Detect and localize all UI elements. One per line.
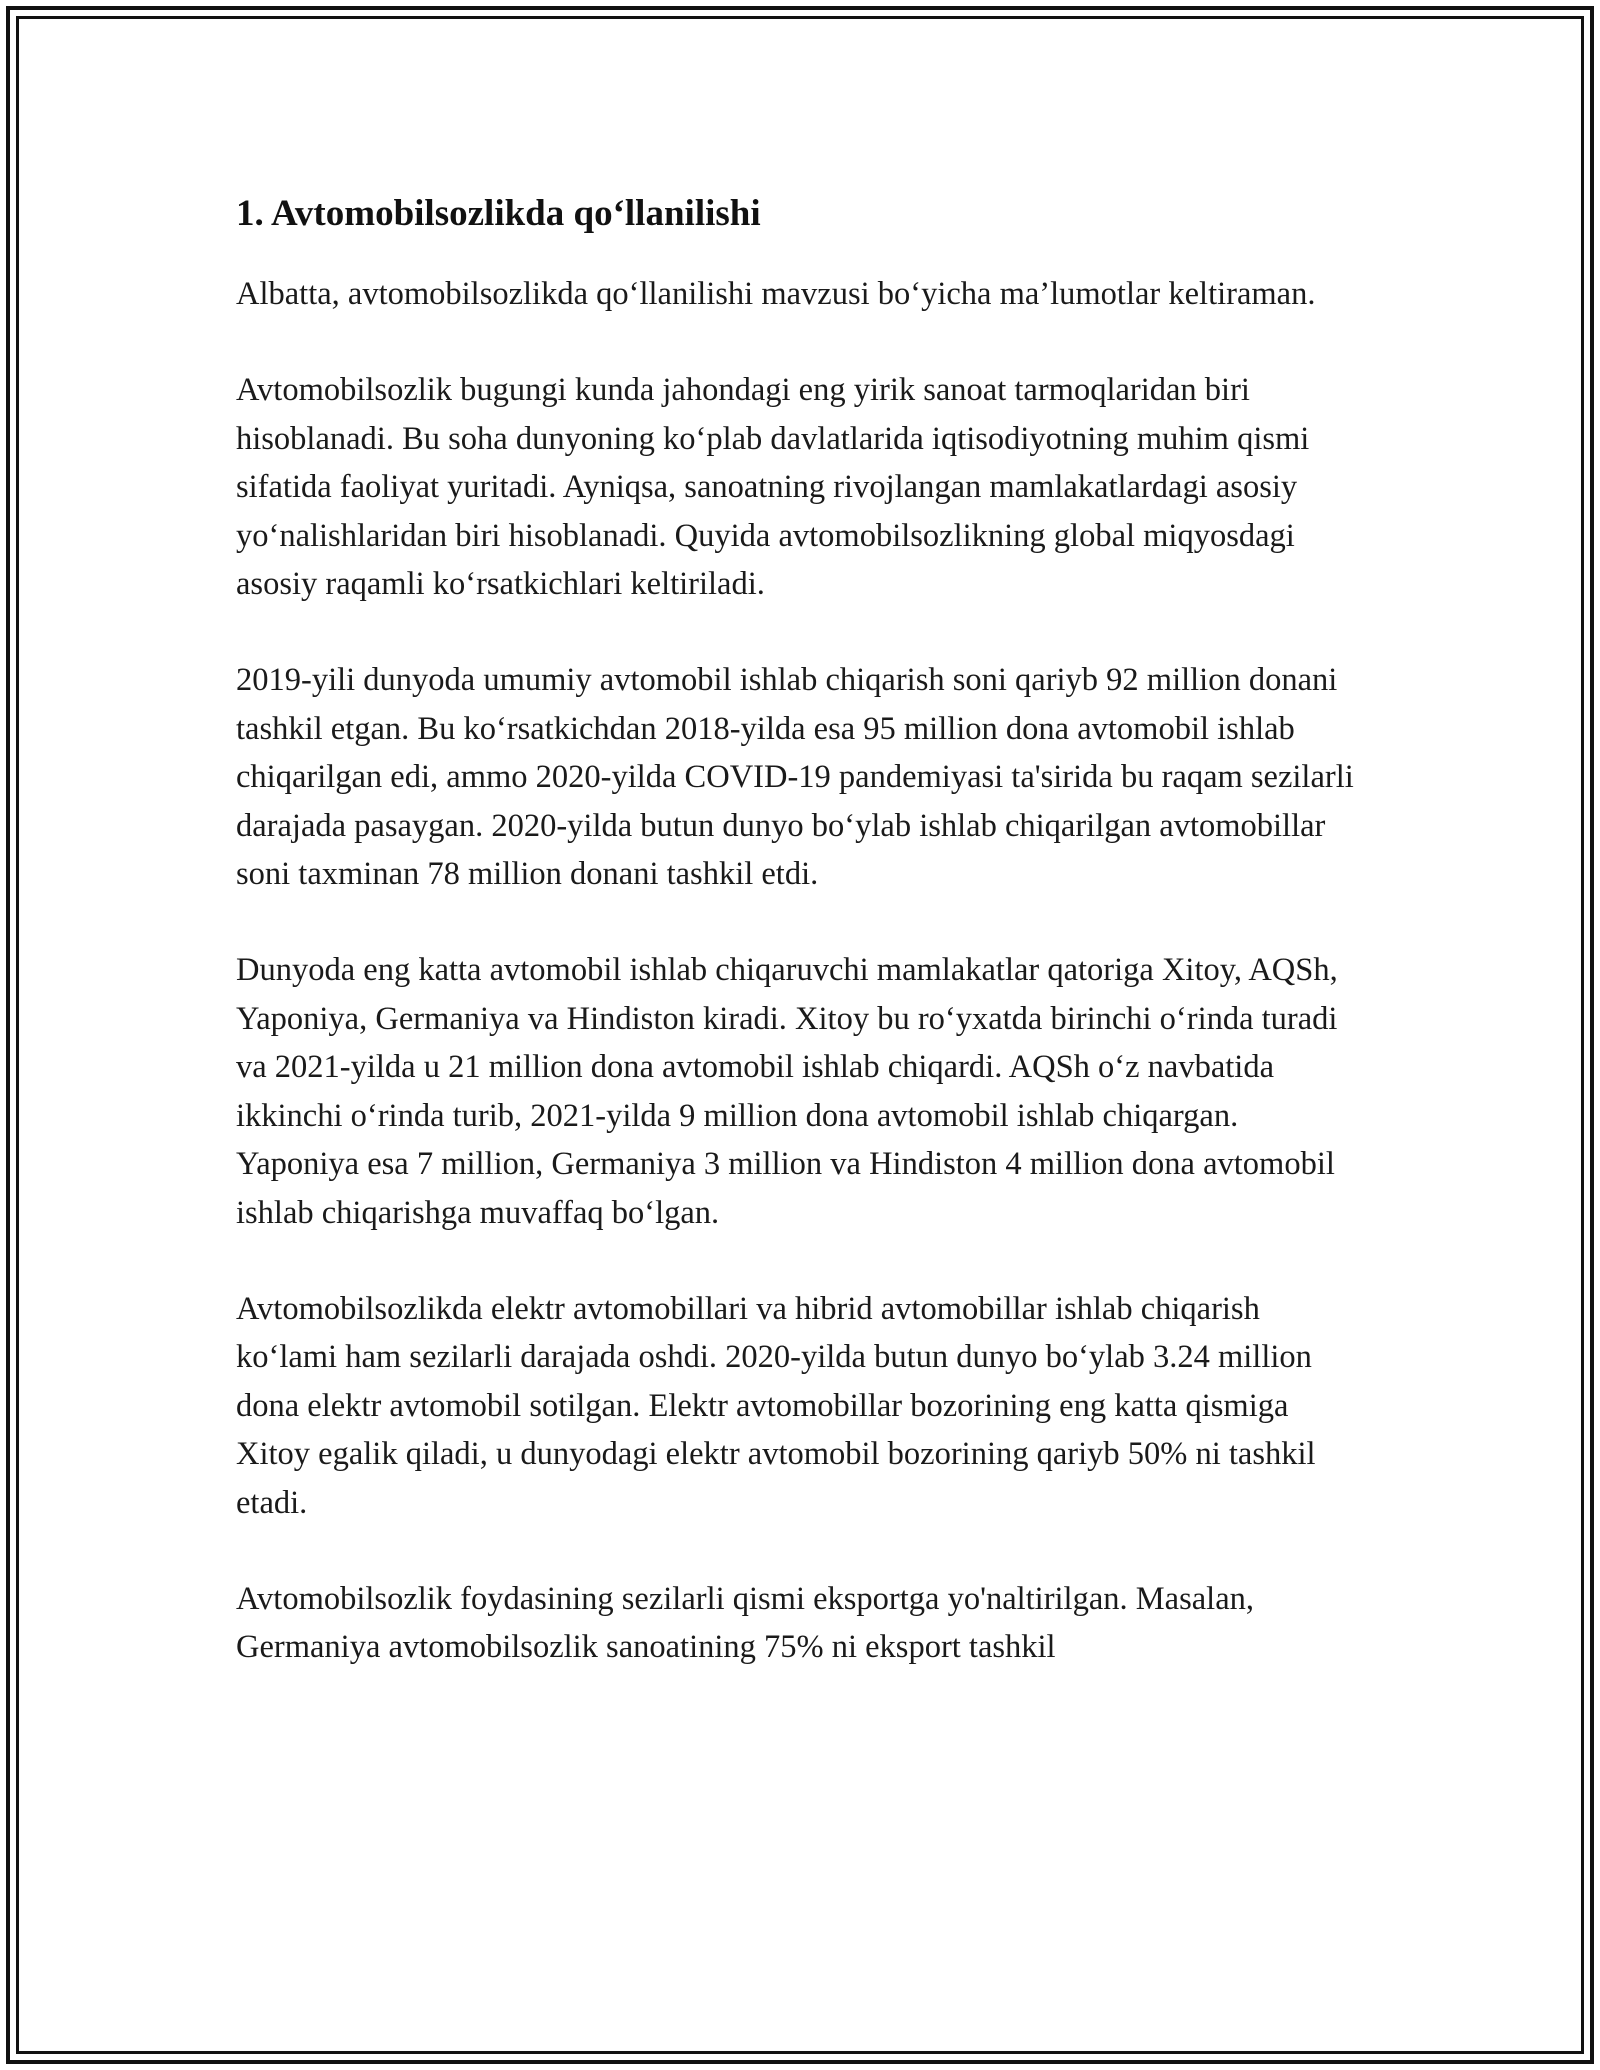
paragraph-exports: Avtomobilsozlik foydasining sezilarli qismi eksportga yo'naltirilgan. Masalan, Germaniya avtomobilsozlik sanoatining 75% ni eksport tashkil bbox=[236, 1580, 1254, 1666]
document-body bbox=[236, 186, 1366, 1720]
paragraph-electric-vehicles: Avtomobilsozlikda elektr avtomobillari va hibrid avtomobillar ishlab chiqarish ko‘lami ham sezilarli darajada oshdi. 2020-yilda butun dunyo bo‘ylab 3.24 million dona elektr avtomobil sotilgan. Elektr avtomobillar bozorining eng katta qismiga Xitoy egalik qiladi, u dunyodagi elektr avtomobil bozorining qariyb 50% ni tashkil etadi. bbox=[236, 1290, 1316, 1521]
section-heading: 1. Avtomobilsozlikda qo‘llanilishi bbox=[236, 193, 761, 234]
paragraph-intro: Albatta, avtomobilsozlikda qo‘llanilishi mavzusi bo‘yicha ma’lumotlar keltiraman. bbox=[236, 276, 1316, 312]
paragraph-overview: Avtomobilsozlik bugungi kunda jahondagi eng yirik sanoat tarmoqlaridan biri hisoblanadi. Bu soha dunyoning ko‘plab davlatlarida iqtisodiyotning muhim qismi sifatida faoliyat yuritadi. Ayniqsa, sanoatning rivojlangan mamlakatlardagi asosiy yo‘nalishlaridan biri hisoblanadi. Quyida avtomobilsozlikning global miqyosdagi asosiy raqamli ko‘rsatkichlari keltiriladi. bbox=[236, 372, 1310, 603]
paragraph-top-countries: Dunyoda eng katta avtomobil ishlab chiqaruvchi mamlakatlar qatoriga Xitoy, AQSh, Yaponiya, Germaniya va Hindiston kiradi. Xitoy bu ro‘yxatda birinchi o‘rinda turadi va 2021-yilda u 21 million dona avtomobil ishlab chiqardi. AQSh o‘z navbatida ikkinchi o‘rinda turib, 2021-yilda 9 million dona avtomobil ishlab chiqargan. Yaponiya esa 7 million, Germaniya 3 million va Hindiston 4 million dona avtomobil ishlab chiqarishga muvaffaq bo‘lgan. bbox=[236, 952, 1338, 1231]
paragraph-production-stats: 2019-yili dunyoda umumiy avtomobil ishlab chiqarish soni qariyb 92 million donani tashkil etgan. Bu ko‘rsatkichdan 2018-yilda esa 95 million dona avtomobil ishlab chiqarilgan edi, ammo 2020-yilda COVID-19 pandemiyasi ta'sirida bu raqam sezilarli darajada pasaygan. 2020-yilda butun dunyo bo‘ylab ishlab chiqarilgan avtomobillar soni taxminan 78 million donani tashkil etdi. bbox=[236, 662, 1354, 893]
